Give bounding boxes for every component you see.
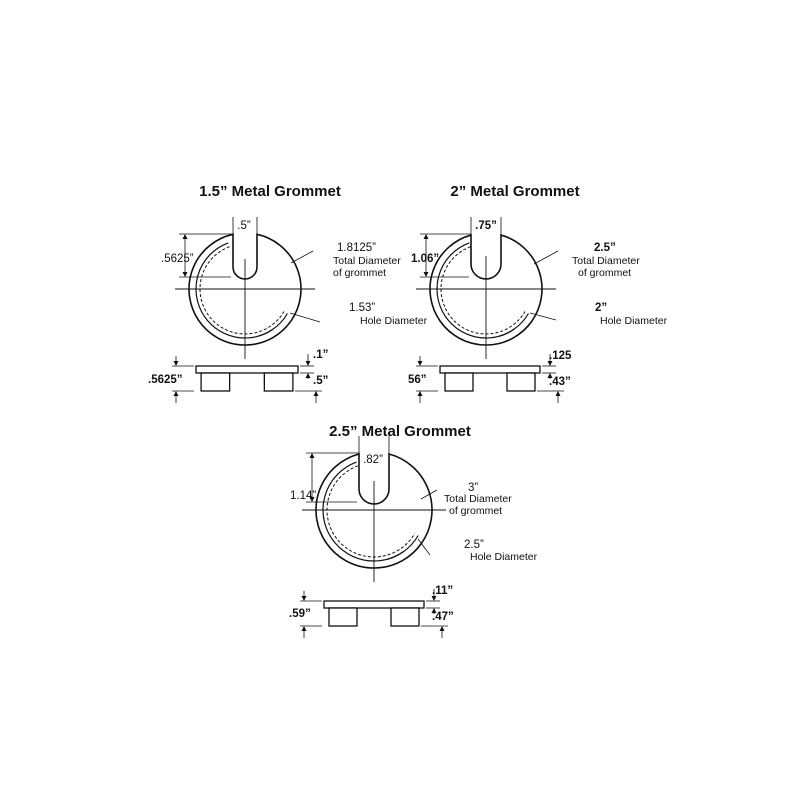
side-overall-height-label: .5625”: [148, 374, 183, 386]
hole-diameter-label: Hole Diameter: [360, 315, 428, 327]
overall-arrow-bottom: [174, 391, 179, 396]
flange-plate: [324, 601, 424, 608]
tab-arc: [387, 552, 403, 559]
flange-dashed-line: [441, 247, 525, 334]
total-diameter-label-2: of grommet: [449, 505, 503, 517]
body-leg-left: [445, 373, 473, 391]
flange-arrow: [306, 361, 311, 366]
tab-arc: [499, 329, 514, 336]
hole-diameter-value: 1.53”: [349, 302, 376, 314]
depth-arrow-top: [183, 234, 188, 239]
hole-outline: [323, 462, 418, 561]
flange-plate: [196, 366, 298, 373]
hole-diameter-leader: [290, 313, 320, 322]
body-arrow-top: [306, 373, 311, 378]
body-leg-left: [201, 373, 230, 391]
side-body-height-label: .5”: [313, 375, 329, 387]
hole-diameter-label: Hole Diameter: [600, 315, 668, 327]
slot-width-label: .82”: [363, 454, 383, 466]
side-body-height-label: .47”: [432, 611, 454, 623]
side-flange-thickness-label: .125: [549, 350, 572, 362]
slot-depth-label: .5625”: [161, 253, 194, 265]
overall-arrow-bottom: [302, 626, 307, 631]
flange-dashed-line: [327, 466, 415, 557]
total-diameter-label: Total Diameter: [444, 493, 512, 505]
body-leg-right: [507, 373, 535, 391]
total-diameter-label: Total Diameter: [333, 255, 401, 267]
depth-arrow-bottom: [424, 272, 429, 277]
total-diameter-value: 3”: [468, 482, 479, 494]
total-diameter-label: Total Diameter: [572, 255, 640, 267]
body-leg-right: [264, 373, 293, 391]
slot-depth-label: 1.14”: [290, 490, 317, 502]
body-arrow-bottom: [440, 626, 445, 631]
hole-diameter-label: Hole Diameter: [470, 551, 538, 563]
slot-width-label: .5”: [237, 220, 251, 232]
body-leg-left: [329, 608, 357, 626]
total-diameter-value: 2.5”: [594, 242, 616, 254]
total-diameter-value: 1.8125”: [337, 242, 377, 254]
flange-dashed-line: [200, 247, 284, 334]
body-arrow-bottom: [314, 391, 319, 396]
overall-arrow-top: [302, 596, 307, 601]
hole-diameter-value: 2”: [595, 302, 608, 314]
depth-arrow-top: [424, 234, 429, 239]
side-overall-height-label: .59”: [289, 608, 311, 620]
side-body-height-label: .43”: [549, 376, 571, 388]
overall-arrow-top: [174, 361, 179, 366]
total-diameter-label-2: of grommet: [578, 267, 632, 279]
grommet-diagram-1: [148, 183, 428, 403]
tab-arc: [258, 329, 273, 336]
hole-diameter-leader: [418, 539, 430, 555]
depth-arrow-top: [310, 453, 315, 458]
total-diameter-leader: [534, 251, 558, 264]
hole-diameter-value: 2.5”: [464, 539, 484, 551]
side-flange-thickness-label: .11”: [432, 585, 454, 597]
diagram-title: 1.5” Metal Grommet: [199, 183, 341, 200]
grommet-diagram-2: [408, 183, 668, 403]
side-flange-thickness-label: .1”: [313, 349, 329, 361]
flange-plate: [440, 366, 540, 373]
slot-width-label: .75”: [475, 220, 497, 232]
diagram-title: 2.5” Metal Grommet: [329, 423, 471, 440]
diagram-title: 2” Metal Grommet: [450, 183, 580, 200]
total-diameter-label-2: of grommet: [333, 267, 387, 279]
depth-arrow-bottom: [183, 272, 188, 277]
body-arrow-bottom: [556, 391, 561, 396]
body-leg-right: [391, 608, 419, 626]
side-overall-height-label: 56”: [408, 374, 427, 386]
overall-arrow-bottom: [418, 391, 423, 396]
grommet-diagram-3: [289, 423, 538, 638]
slot-depth-label: 1.06”: [411, 253, 440, 265]
total-diameter-leader: [291, 251, 313, 263]
overall-arrow-top: [418, 361, 423, 366]
